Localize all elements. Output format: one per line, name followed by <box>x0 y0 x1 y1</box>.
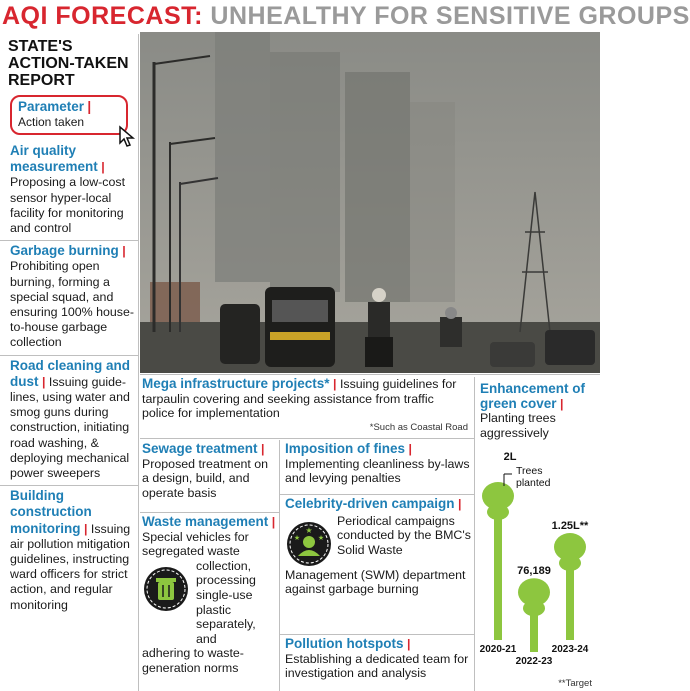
tree-category-label-0: 2020-21 <box>479 644 517 655</box>
road-heading: Road cleaning and dust <box>10 357 131 389</box>
mega-heading: Mega infrastructure projects* <box>142 376 330 391</box>
section-air-quality: Air quality measurement | Proposing a low-cost sensor hyper-local facility for monitoring and control <box>0 141 138 241</box>
building-heading: Building construction monitoring <box>10 488 92 536</box>
chart-title-line2: planted <box>516 477 551 489</box>
headline <box>0 0 690 32</box>
sewage-rule <box>140 512 279 513</box>
air-quality-text: Proposing a low-cost sensor hyper-local facility for monitoring and control <box>10 175 126 236</box>
garbage-text: Prohibiting open burning, forming a special squad, and ensuring 100% house-to-house garbage collection <box>10 259 134 350</box>
mega-text: Issuing guidelines for tarpaulin covering and seeking assistance from traffic police for implementation <box>142 377 457 421</box>
fines-text: Implementing cleanliness by-laws and levying penalties <box>285 456 470 486</box>
section-mega: Mega infrastructure projects* | Issuing guidelines for tarpaulin covering and seeking assistance from traffic police for implementation *Such as Coastal Road <box>142 377 468 435</box>
waste-text-3: adhering to waste-generation norms <box>142 646 244 675</box>
celebrity-text-1: Periodical campaigns conducted by the BMC's Solid Waste <box>337 513 471 557</box>
tree-value-label-0: 2L <box>503 451 517 463</box>
left-column <box>0 34 138 691</box>
celebrity-heading: Celebrity-driven campaign <box>285 496 455 511</box>
waste-text-2: collection, processing single-use plastic separately, and <box>196 558 256 646</box>
waste-heading: Waste management <box>142 514 269 529</box>
section-fines: Imposition of fines | Implementing cleanliness by-laws and levying penalties <box>285 441 470 486</box>
legend-bar: | <box>87 99 92 114</box>
report-heading-line2: ACTION-TAKEN <box>8 55 129 72</box>
chart-note: **Target <box>558 678 592 689</box>
fines-rule <box>280 494 474 495</box>
svg-text:★: ★ <box>305 525 313 535</box>
section-celebrity: Celebrity-driven campaign | ★ ★ ★ Periodical campaigns conducted by the BMC's Solid Waste Management (SWM) department against garbage burning <box>285 497 473 597</box>
legend-action: Action taken <box>18 115 85 129</box>
section-hotspots: Pollution hotspots | Establishing a dedicated team for investigation and analysis <box>285 637 473 681</box>
sewage-heading: Sewage treatment <box>142 441 258 456</box>
section-garbage: Garbage burning | Prohibiting open burning, forming a special squad, and ensuring 100% house-to-house garbage collection <box>0 241 138 355</box>
air-quality-heading: Air quality measurement <box>10 143 98 175</box>
section-sewage: Sewage treatment | Proposed treatment on a design, build, and operate basis <box>142 442 276 500</box>
section-road: Road cleaning and dust | Issuing guide-lines, using water and smog guns during construction, initiating road washing, & deploying mechanical power sweepers <box>0 356 138 487</box>
photo-rule <box>140 374 600 375</box>
smog-photo <box>140 32 600 373</box>
recycle-bin-icon <box>142 565 190 613</box>
garbage-heading: Garbage burning <box>10 243 119 259</box>
tree-crown-lower-1 <box>523 600 545 616</box>
road-text: Issuing guide-lines, using water and smog guns during construction, initiating road washing, & deploying mechanical power sweepers <box>10 374 130 481</box>
mega-rule <box>140 438 474 439</box>
tree-category-label-1: 2022-23 <box>515 656 553 667</box>
tree-crown-lower-2 <box>559 555 581 571</box>
building-text: Issuing air pollution mitigation guidelines, instructing ward officers for strict action, and regular monitoring <box>10 521 131 612</box>
mega-note: *Such as Coastal Road <box>369 421 468 433</box>
tree-chart <box>474 451 600 691</box>
green-text: Planting trees aggressively <box>480 411 556 440</box>
column-divider <box>138 34 139 691</box>
report-heading <box>8 38 138 89</box>
hotspots-text: Establishing a dedicated team for investigation and analysis <box>285 651 469 681</box>
headline-prefix: AQI FORECAST: <box>2 2 203 30</box>
svg-text:★: ★ <box>317 533 325 542</box>
celebrity-icon <box>285 520 333 568</box>
hotspots-heading: Pollution hotspots <box>285 636 404 651</box>
legend-parameter: Parameter <box>18 99 85 114</box>
cursor-icon <box>118 125 140 147</box>
mid-divider <box>279 440 280 691</box>
sewage-text: Proposed treatment on a design, build, and operate basis <box>142 456 269 500</box>
report-heading-line3: REPORT <box>8 72 75 89</box>
celebrity-rule <box>280 634 474 635</box>
fines-heading: Imposition of fines <box>285 441 405 456</box>
chart-title-line1: Trees <box>516 465 543 477</box>
green-heading: Enhancement of green cover <box>480 381 586 411</box>
tree-value-label-1: 76,189 <box>517 565 551 578</box>
report-heading-line1: STATE'S <box>8 38 73 55</box>
tree-crown-lower-0 <box>487 504 509 520</box>
tree-value-label-2: 1.25L** <box>551 520 589 532</box>
celebrity-text-2: Management (SWM) department against garbage burning <box>285 567 466 597</box>
waste-text-1: Special vehicles for segregated waste <box>142 529 249 559</box>
section-building: Building construction monitoring | Issuing air pollution mitigation guidelines, instructing ward officers for strict action, and regular monitoring <box>10 488 131 612</box>
headline-suffix: UNHEALTHY FOR SENSITIVE GROUPS <box>210 2 690 30</box>
section-green: Enhancement of green cover | Planting trees aggressively <box>480 382 598 440</box>
legend-box <box>10 95 128 135</box>
svg-text:★: ★ <box>293 533 301 542</box>
tree-category-label-2: 2023-24 <box>551 644 589 655</box>
section-waste: Waste management | Special vehicles for segregated waste collection, processing single-use plastic separately, and adhering to waste-generation norms <box>142 514 276 675</box>
